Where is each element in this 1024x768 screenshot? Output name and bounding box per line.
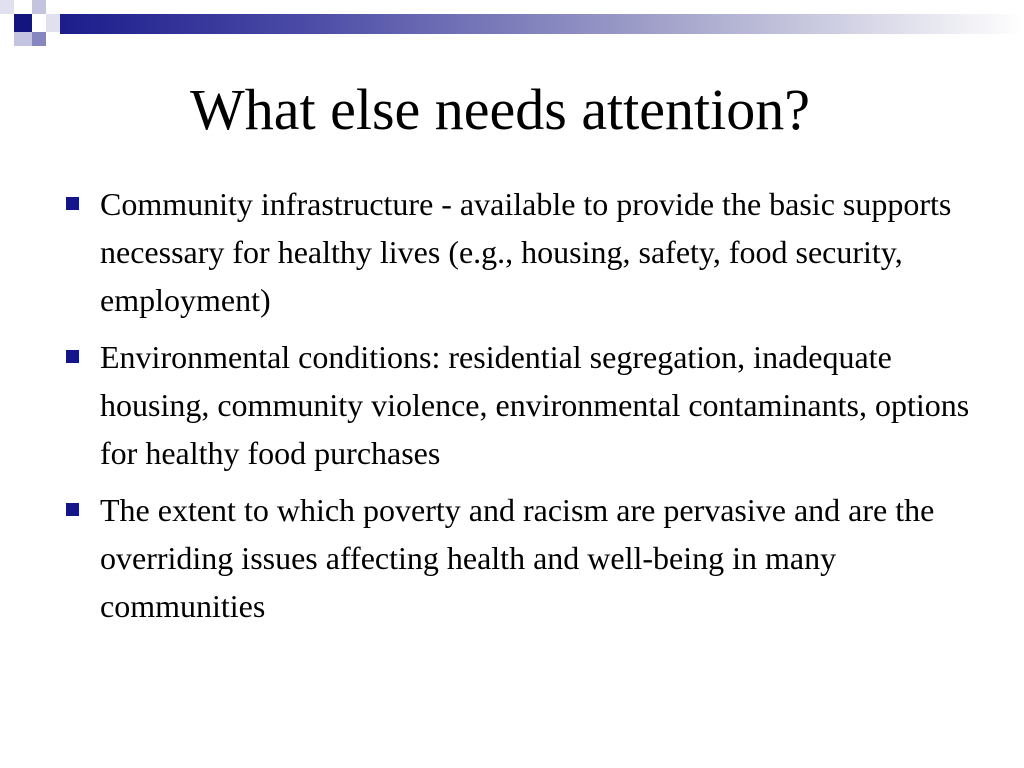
slide-title: What else needs attention? — [189, 77, 811, 142]
square-bullet-icon — [66, 197, 79, 210]
decorative-header-band — [0, 0, 1024, 48]
decor-square — [46, 14, 60, 32]
bullet-text: Community infrastructure - available to provide the basic supports necessary for healthy lives (e.g., housing, safety, food security, employment) — [100, 186, 952, 318]
header-gradient-bar — [60, 14, 1024, 34]
bullet-text: The extent to which poverty and racism are pervasive and are the overriding issues affecting health and well-being in many communities — [100, 492, 935, 624]
bullet-item — [60, 180, 980, 324]
decor-square — [0, 0, 14, 14]
bullet-item — [60, 333, 980, 477]
decor-square — [32, 32, 46, 46]
decor-square — [32, 0, 46, 14]
bullet-item — [60, 486, 980, 630]
decor-square — [14, 32, 32, 46]
square-bullet-icon — [66, 503, 79, 516]
square-bullet-icon — [66, 350, 79, 363]
bullet-text: Environmental conditions: residential segregation, inadequate housing, community violence, environmental contaminants, options for healthy food purchases — [100, 339, 970, 471]
decor-square — [14, 14, 32, 32]
bullet-list — [60, 180, 980, 639]
